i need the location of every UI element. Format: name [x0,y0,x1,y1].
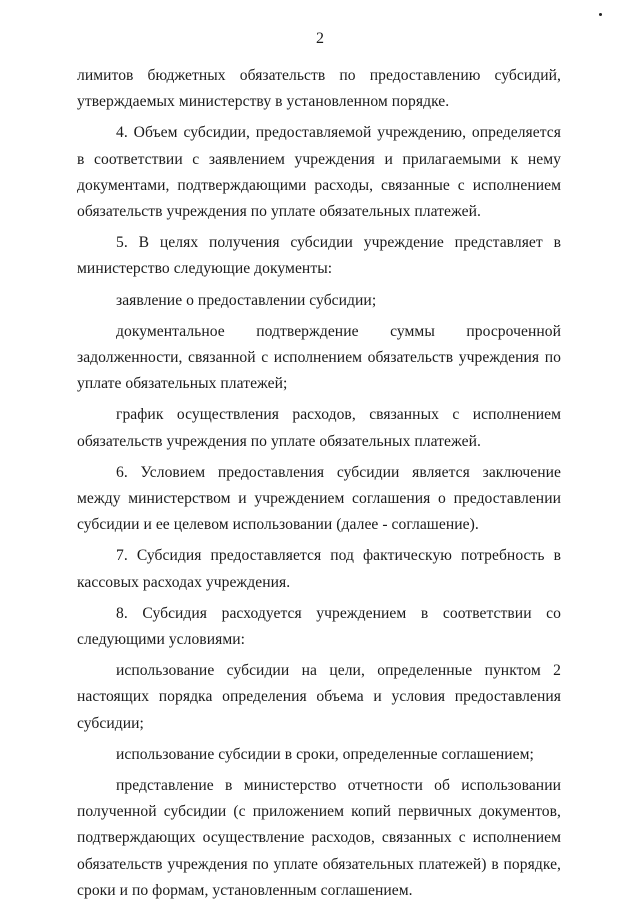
page-number: 2 [316,30,324,47]
paragraph-item-4: 4. Объем субсидии, предоставляемой учреждению, определяется в соответствии с заявлением учреждения и прилагаемыми к нему документами, подтверждающими расходы, связанные с исполнением обязательств учреждения по уплате обязательных платежей. [77,124,561,221]
scan-speck [599,13,602,16]
paragraph-doc-debt-confirmation: документальное подтверждение суммы просроченной задолженности, связанной с исполнением обязательств учреждения по уплате обязательных платежей; [77,322,561,393]
paragraph-item-5: 5. В целях получения субсидии учреждение представляет в министерство следующие документы: [77,234,561,278]
paragraph-doc-schedule: график осуществления расходов, связанных с исполнением обязательств учреждения по уплате обязательных платежей. [77,406,561,450]
paragraph-item-7: 7. Субсидия предоставляется под фактическую потребность в кассовых расходах учреждения. [77,547,561,591]
paragraph-item-8: 8. Субсидия расходуется учреждением в соответствии со следующими условиями: [77,604,561,649]
paragraph-condition-purpose: использование субсидии на цели, определенные пунктом 2 настоящих порядка определения объема и условия предоставления субсидии; [77,662,561,732]
paragraph-condition-reporting: представление в министерство отчетности об использовании полученной субсидии (с приложением копий первичных документов, подтверждающих осуществление расходов, связанных с исполнением обязательств учреждения по уплате обязательных платежей) в порядке, сроки и по формам, установленным соглашением. [77,777,561,899]
paragraph-item-6: 6. Условием предоставления субсидии является заключение между министерством и учреждением соглашения о предоставлении субсидии и ее целевом использовании (далее - соглашение). [77,463,561,534]
document-body [77,63,561,909]
paragraph-condition-terms: использование субсидии в сроки, определенные соглашением; [116,745,534,763]
paragraph-limits-continuation: лимитов бюджетных обязательств по предоставлению субсидий, утверждаемых министерству в установленном порядке. [77,67,561,111]
paragraph-doc-application: заявление о предоставлении субсидии; [116,291,377,309]
